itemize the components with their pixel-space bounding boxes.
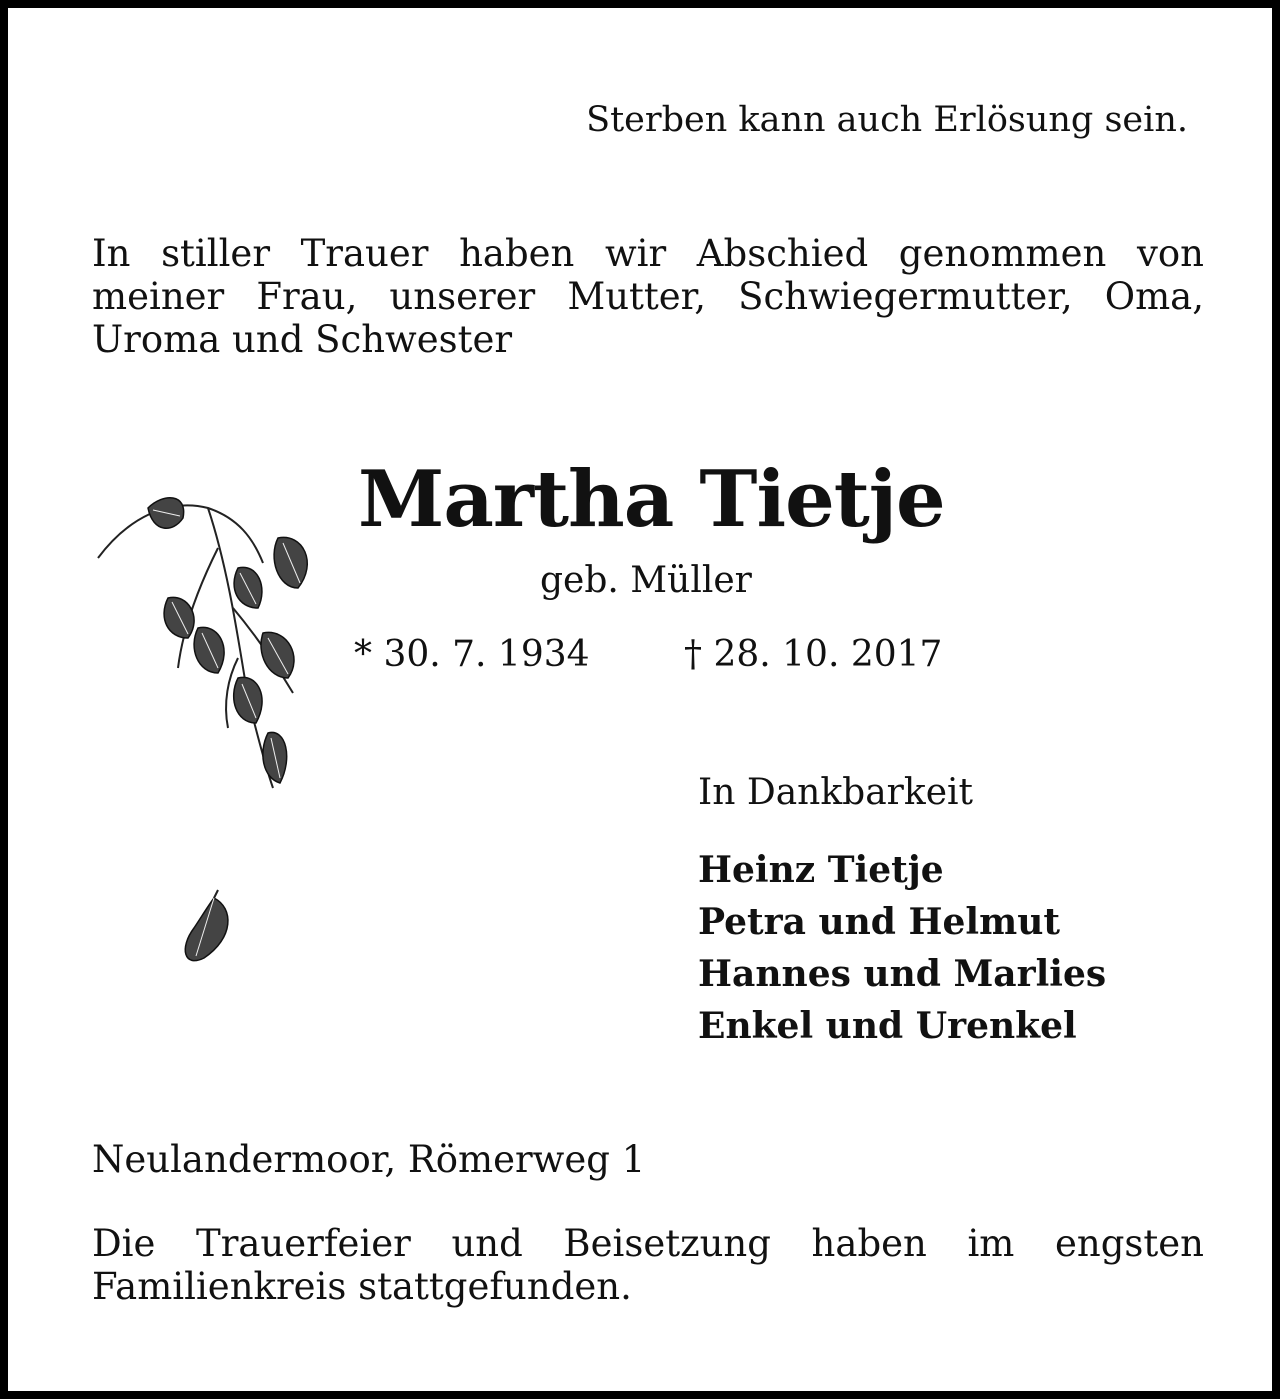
thanks-line: In Dankbarkeit	[698, 772, 973, 813]
deceased-name: Martha Tietje	[358, 454, 945, 545]
intro-text: In stiller Trauer haben wir Abschied genommen von meiner Frau, unserer Mutter, Schwiegermutter, Oma, Uroma und Schwester	[92, 232, 1204, 361]
birch-branch-icon	[88, 478, 328, 808]
mourner-item: Hannes und Marlies	[698, 953, 1107, 995]
mourner-item: Heinz Tietje	[698, 849, 944, 891]
maiden-name: geb. Müller	[540, 560, 752, 601]
falling-leaf-icon	[174, 888, 244, 978]
mourner-item: Petra und Helmut	[698, 901, 1061, 943]
funeral-note: Die Trauerfeier und Beisetzung haben im engsten Familienkreis stattgefunden.	[92, 1222, 1204, 1308]
mourner-item: Enkel und Urenkel	[698, 1005, 1077, 1047]
mourners-list	[698, 844, 1106, 1052]
birth-date: * 30. 7. 1934	[354, 634, 590, 675]
motto: Sterben kann auch Erlösung sein.	[586, 100, 1188, 140]
address: Neulandermoor, Römerweg 1	[92, 1138, 646, 1181]
death-date: † 28. 10. 2017	[684, 634, 943, 675]
